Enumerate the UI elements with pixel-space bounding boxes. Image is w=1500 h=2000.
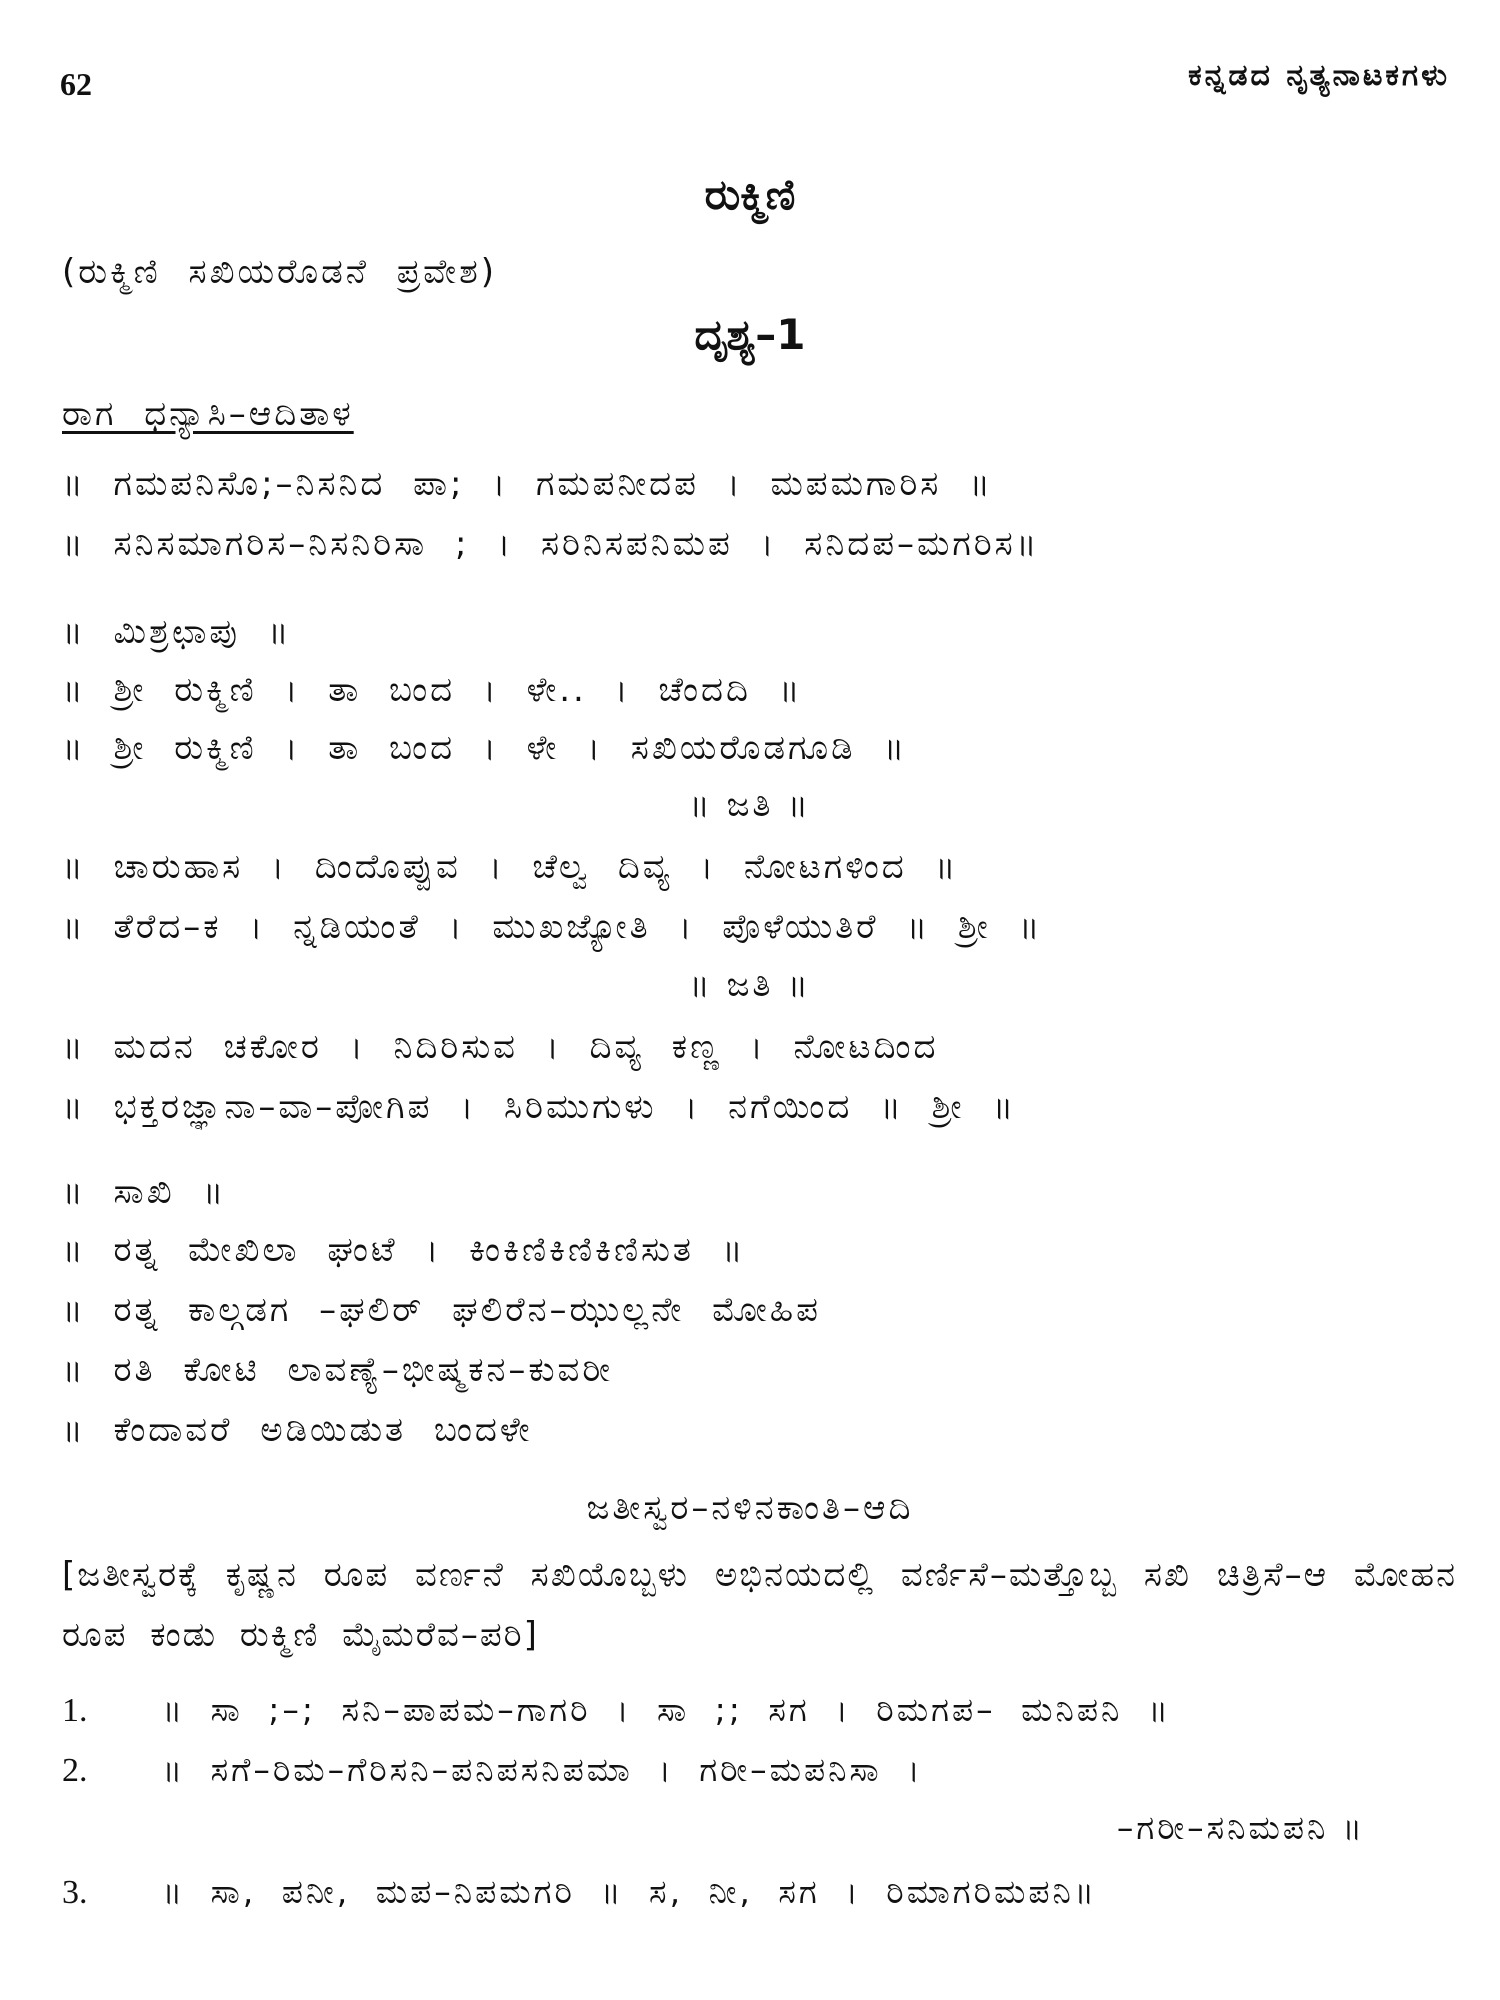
- saki-line: ॥ ಸಾಖಿ ॥: [62, 1172, 227, 1212]
- saki-line: ॥ ರತ್ನ ಕಾಲ್ಗಡಗ –ಘಲಿರ್ ಘಲಿರೆನ–ಝುಲ್ಲನೇ ಮೋಹಿಪ: [62, 1290, 821, 1330]
- numbered-line-text: ॥ ಸಾ ;–; ಸನಿ–ಪಾಪಮ–ಗಾಗರಿ । ಸಾ ;; ಸಗ । ರಿಮಗಪ– ಮನಿಪನಿ ॥: [162, 1690, 1171, 1729]
- raga-tala-line: ರಾಗ ಧನ್ಯಾಸಿ–ಆದಿತಾಳ: [62, 394, 354, 434]
- line-number: 1.: [62, 1692, 88, 1729]
- verse-line: ॥ ಮದನ ಚಕೋರ । ನಿದಿರಿಸುವ । ದಿವ್ಯ ಕಣ್ಣ । ನೋಟದಿಂದ: [62, 1027, 939, 1067]
- jati-label: ॥ ಜತಿ ॥: [689, 785, 811, 825]
- numbered-line-continuation: –ಗರೀ–ಸನಿಮಪನಿ ॥: [1116, 1808, 1365, 1847]
- scene-title: ದೃಶ್ಯ–1: [694, 310, 806, 359]
- swara-line: ॥ ಸನಿಸಮಾಗರಿಸ–ನಿಸನಿರಿಸಾ ; । ಸರಿನಿಸಪನಿಮಪ । ಸನಿದಪ–ಮಗರಿಸ॥: [62, 524, 1040, 564]
- verse-line: ॥ ಚಾರುಹಾಸ । ದಿಂದೊಪ್ಪುವ । ಚೆಲ್ವ ದಿವ್ಯ । ನೋಟಗಳಿಂದ ॥: [62, 847, 959, 887]
- verse-line: ॥ ತೆರೆದ–ಕ । ನ್ನಡಿಯಂತೆ । ಮುಖಜ್ಯೋತಿ । ಪೊಳೆಯುತಿರೆ ॥ ಶ್ರೀ ॥: [62, 907, 1043, 947]
- jatiswara-note: [ಜತೀಸ್ವರಕ್ಕೆ ಕೃಷ್ಣನ ರೂಪ ವರ್ಣನೆ ಸಖಿಯೊಬ್ಬಳು ಅಭಿನಯದಲ್ಲಿ ವರ್ಣಿಸೆ–ಮತ್ತೊಬ್ಬ ಸಖಿ ಚಿತ್ರಿಸೆ–ಆ ಮೋಹನ ರೂಪ ಕಂಡು ರುಕ್ಮಿಣಿ ಮೈಮರೆವ–ಪರಿ]: [62, 1555, 1457, 1655]
- numbered-line: [62, 1872, 1097, 1912]
- saki-line: ॥ ರತ್ನ ಮೇಖಿಲಾ ಘಂಟೆ । ಕಿಂಕಿಣಿಕಿಣಿಕಿಣಿಸುತ ॥: [62, 1230, 746, 1270]
- song-line: ॥ ಮಿಶ್ರಛಾಪು ॥: [62, 612, 292, 652]
- stage-direction: (ರುಕ್ಮಿಣಿ ಸಖಿಯರೊಡನೆ ಪ್ರವೇಶ): [62, 252, 497, 292]
- numbered-line: [62, 1750, 923, 1790]
- verse-line: ॥ ಭಕ್ತರಜ್ಞಾನಾ–ವಾ–ಪೋಗಿಪ । ಸಿರಿಮುಗುಳು । ನಗೆಯಿಂದ ॥ ಶ್ರೀ ॥: [62, 1087, 1017, 1127]
- line-number: 2.: [62, 1752, 88, 1789]
- line-number: 3.: [62, 1874, 88, 1911]
- chapter-heading: ರುಕ್ಮಿಣಿ: [704, 170, 796, 219]
- numbered-line-text: ॥ ಸಗೆ–ರಿಮ–ಗೆರಿಸನಿ–ಪನಿಪಸನಿಪಮಾ । ಗರೀ–ಮಪನಿಸಾ ।: [162, 1750, 923, 1789]
- swara-line: ॥ ಗಮಪನಿಸೊ;–ನಿಸನಿದ ಪಾ; । ಗಮಪನೀದಪ । ಮಪಮಗಾರಿಸ ॥: [62, 464, 993, 504]
- running-title: ಕನ್ನಡದ ನೃತ್ಯನಾಟಕಗಳು: [1188, 58, 1450, 93]
- saki-line: ॥ ಕೆಂದಾವರೆ ಅಡಿಯಿಡುತ ಬಂದಳೇ: [62, 1410, 533, 1450]
- song-line: ॥ ಶ್ರೀ ರುಕ್ಮಿಣಿ । ತಾ ಬಂದ । ಳೇ । ಸಖಿಯರೊಡಗೂಡಿ ॥: [62, 728, 908, 768]
- numbered-line: [62, 1690, 1171, 1730]
- song-line: ॥ ಶ್ರೀ ರುಕ್ಮಿಣಿ । ತಾ ಬಂದ । ಳೇ.. । ಚೆಂದದಿ ॥: [62, 670, 803, 710]
- numbered-line-text: ॥ ಸಾ, ಪನೀ, ಮಪ–ನಿಪಮಗರಿ ॥ ಸ, ನೀ, ಸಗ । ರಿಮಾಗರಿಮಪನಿ॥: [162, 1872, 1098, 1911]
- saki-line: ॥ ರತಿ ಕೋಟಿ ಲಾವಣ್ಯೆ–ಭೀಷ್ಮಕನ–ಕುವರೀ: [62, 1350, 614, 1390]
- page-number: 62: [60, 66, 92, 102]
- jati-label: ॥ ಜತಿ ॥: [689, 965, 811, 1005]
- jatiswara-title: ಜತೀಸ್ವರ–ನಳಿನಕಾಂತಿ–ಆದಿ: [586, 1488, 914, 1528]
